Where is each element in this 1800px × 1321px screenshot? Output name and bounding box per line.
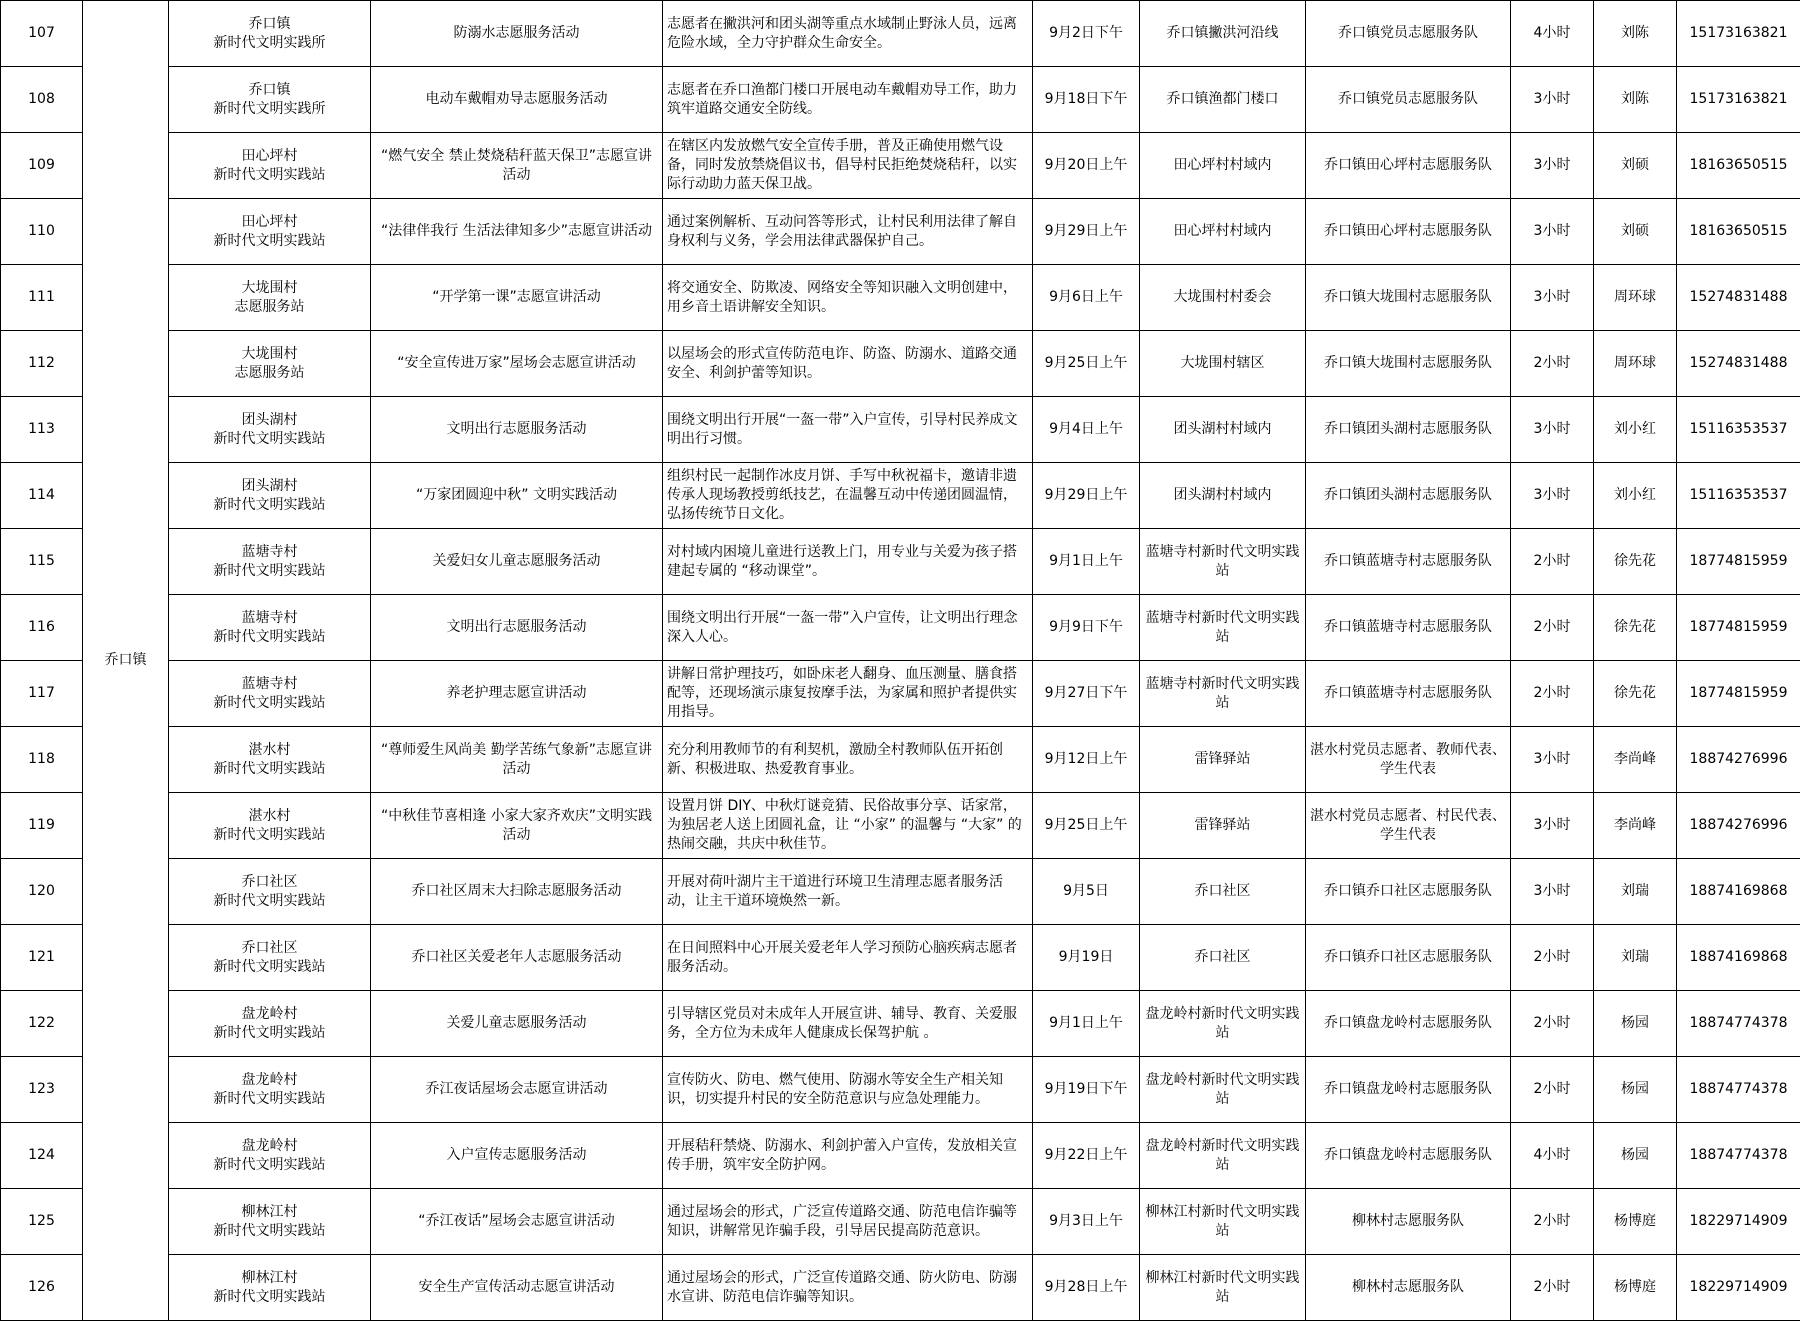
phone-cell: 18229714909 (1677, 1189, 1800, 1255)
row-number-cell: 123 (1, 1057, 83, 1123)
station-cell (169, 397, 371, 463)
station-name: 乔口社区 (241, 873, 298, 890)
activity-time-cell: 9月3日上午 (1033, 1189, 1140, 1255)
contact-person-cell: 周环球 (1594, 265, 1677, 331)
duration-cell: 3小时 (1511, 397, 1594, 463)
station-name: 大垅围村 (241, 279, 298, 296)
row-number-cell: 114 (1, 463, 83, 529)
activity-time-cell: 9月12日上午 (1033, 727, 1140, 793)
station-name: 团头湖村 (241, 477, 298, 494)
volunteer-team-cell: 乔口镇乔口社区志愿服务队 (1306, 925, 1511, 991)
activity-place-cell: 蓝塘寺村新时代文明实践站 (1140, 661, 1306, 727)
activity-time-cell: 9月6日上午 (1033, 265, 1140, 331)
station-type: 新时代文明实践站 (213, 1222, 326, 1239)
activity-time-cell: 9月25日上午 (1033, 331, 1140, 397)
station-name: 田心坪村 (241, 213, 298, 230)
activity-time-cell: 9月28日上午 (1033, 1255, 1140, 1321)
row-number-cell: 117 (1, 661, 83, 727)
activity-content-cell: 以屋场会的形式宣传防范电诈、防盗、防溺水、道路交通安全、利剑护蕾等知识。 (663, 331, 1033, 397)
activity-content-cell: 对村域内困境儿童进行送教上门，用专业与关爱为孩子搭建起专属的 “移动课堂”。 (663, 529, 1033, 595)
station-name: 乔口镇 (248, 15, 291, 32)
activity-time-cell: 9月29日上午 (1033, 463, 1140, 529)
activity-place-cell: 大垅围村村委会 (1140, 265, 1306, 331)
volunteer-team-cell: 乔口镇盘龙岭村志愿服务队 (1306, 1123, 1511, 1189)
station-name: 湛水村 (248, 741, 291, 758)
activity-time-cell: 9月19日下午 (1033, 1057, 1140, 1123)
contact-person-cell: 刘硕 (1594, 199, 1677, 265)
station-name: 盘龙岭村 (241, 1071, 298, 1088)
activity-place-cell: 大垅围村辖区 (1140, 331, 1306, 397)
volunteer-team-cell: 乔口镇乔口社区志愿服务队 (1306, 859, 1511, 925)
activity-place-cell: 团头湖村村域内 (1140, 463, 1306, 529)
station-type: 新时代文明实践站 (213, 1024, 326, 1041)
table-row (1, 265, 1800, 331)
activity-name-cell: 入户宣传志愿服务活动 (371, 1123, 663, 1189)
phone-cell: 15173163821 (1677, 67, 1800, 133)
activity-content-cell: 在辖区内发放燃气安全宣传手册，普及正确使用燃气设备，同时发放禁烧倡议书，倡导村民拒绝焚烧秸秆，以实际行动助力蓝天保卫战。 (663, 133, 1033, 199)
duration-cell: 3小时 (1511, 67, 1594, 133)
duration-cell: 3小时 (1511, 793, 1594, 859)
phone-cell: 18229714909 (1677, 1255, 1800, 1321)
activity-content-cell: 志愿者在撇洪河和团头湖等重点水域制止野泳人员，远离危险水域，全力守护群众生命安全。 (663, 1, 1033, 67)
row-number-cell: 107 (1, 1, 83, 67)
station-name: 大垅围村 (241, 345, 298, 362)
activity-name-cell: “万家团圆迎中秋” 文明实践活动 (371, 463, 663, 529)
row-number-cell: 120 (1, 859, 83, 925)
table-row (1, 67, 1800, 133)
row-number-cell: 119 (1, 793, 83, 859)
activity-place-cell: 雷锋驿站 (1140, 727, 1306, 793)
phone-cell: 18874169868 (1677, 925, 1800, 991)
table-row (1, 991, 1800, 1057)
phone-cell: 15274831488 (1677, 265, 1800, 331)
activity-name-cell: “中秋佳节喜相逢 小家大家齐欢庆”文明实践活动 (371, 793, 663, 859)
station-type: 新时代文明实践站 (213, 1288, 326, 1305)
contact-person-cell: 刘瑞 (1594, 859, 1677, 925)
activity-time-cell: 9月4日上午 (1033, 397, 1140, 463)
row-number-cell: 111 (1, 265, 83, 331)
station-name: 乔口社区 (241, 939, 298, 956)
table-row (1, 793, 1800, 859)
station-cell (169, 727, 371, 793)
activity-name-cell: 乔江夜话屋场会志愿宣讲活动 (371, 1057, 663, 1123)
row-number-cell: 118 (1, 727, 83, 793)
station-type: 新时代文明实践站 (213, 892, 326, 909)
contact-person-cell: 李尚峰 (1594, 727, 1677, 793)
station-cell (169, 265, 371, 331)
row-number-cell: 115 (1, 529, 83, 595)
activity-time-cell: 9月9日下午 (1033, 595, 1140, 661)
station-type: 新时代文明实践站 (213, 430, 326, 447)
station-name: 团头湖村 (241, 411, 298, 428)
activity-name-cell: 防溺水志愿服务活动 (371, 1, 663, 67)
station-cell (169, 859, 371, 925)
phone-cell: 18874276996 (1677, 727, 1800, 793)
volunteer-team-cell: 乔口镇党员志愿服务队 (1306, 1, 1511, 67)
activity-content-cell: 讲解日常护理技巧，如卧床老人翻身、血压测量、膳食搭配等，还现场演示康复按摩手法，为家属和照护者提供实用指导。 (663, 661, 1033, 727)
activity-name-cell: 关爱儿童志愿服务活动 (371, 991, 663, 1057)
activity-content-cell: 将交通安全、防欺凌、网络安全等知识融入文明创建中，用乡音土语讲解安全知识。 (663, 265, 1033, 331)
row-number-cell: 108 (1, 67, 83, 133)
activity-name-cell: 安全生产宣传活动志愿宣讲活动 (371, 1255, 663, 1321)
phone-cell: 15116353537 (1677, 463, 1800, 529)
station-type: 新时代文明实践站 (213, 562, 326, 579)
duration-cell: 2小时 (1511, 925, 1594, 991)
contact-person-cell: 杨园 (1594, 991, 1677, 1057)
phone-cell: 18774815959 (1677, 595, 1800, 661)
contact-person-cell: 李尚峰 (1594, 793, 1677, 859)
station-cell (169, 1189, 371, 1255)
volunteer-team-cell: 柳林村志愿服务队 (1306, 1189, 1511, 1255)
row-number-cell: 125 (1, 1189, 83, 1255)
station-cell (169, 463, 371, 529)
phone-cell: 15116353537 (1677, 397, 1800, 463)
phone-cell: 18874276996 (1677, 793, 1800, 859)
activity-name-cell: “安全宣传进万家”屋场会志愿宣讲活动 (371, 331, 663, 397)
activity-place-cell: 田心坪村村域内 (1140, 199, 1306, 265)
contact-person-cell: 周环球 (1594, 331, 1677, 397)
activity-content-cell: 围绕文明出行开展“一盔一带”入户宣传，让文明出行理念深入人心。 (663, 595, 1033, 661)
contact-person-cell: 杨博庭 (1594, 1255, 1677, 1321)
table-row (1, 859, 1800, 925)
activity-place-cell: 蓝塘寺村新时代文明实践站 (1140, 595, 1306, 661)
activity-place-cell: 乔口社区 (1140, 859, 1306, 925)
station-name: 乔口镇 (248, 81, 291, 98)
station-name: 盘龙岭村 (241, 1137, 298, 1154)
duration-cell: 3小时 (1511, 463, 1594, 529)
station-cell (169, 529, 371, 595)
contact-person-cell: 徐先花 (1594, 661, 1677, 727)
activity-name-cell: “燃气安全 禁止焚烧秸秆蓝天保卫”志愿宣讲活动 (371, 133, 663, 199)
activity-content-cell: 通过屋场会的形式，广泛宣传道路交通、防范电信诈骗等知识，讲解常见诈骗手段，引导居民提高防范意识。 (663, 1189, 1033, 1255)
activity-name-cell: “尊师爱生风尚美 勤学苦练气象新”志愿宣讲活动 (371, 727, 663, 793)
activity-name-cell: “开学第一课”志愿宣讲活动 (371, 265, 663, 331)
contact-person-cell: 徐先花 (1594, 595, 1677, 661)
station-name: 田心坪村 (241, 147, 298, 164)
contact-person-cell: 杨园 (1594, 1057, 1677, 1123)
table-row (1, 1189, 1800, 1255)
station-cell (169, 1123, 371, 1189)
station-type: 新时代文明实践所 (213, 100, 326, 117)
duration-cell: 2小时 (1511, 595, 1594, 661)
table-row (1, 925, 1800, 991)
activity-place-cell: 雷锋驿站 (1140, 793, 1306, 859)
activity-place-cell: 柳林江村新时代文明实践站 (1140, 1255, 1306, 1321)
activity-content-cell: 宣传防火、防电、燃气使用、防溺水等安全生产相关知识，切实提升村民的安全防范意识与应急处理能力。 (663, 1057, 1033, 1123)
phone-cell: 18163650515 (1677, 199, 1800, 265)
volunteer-team-cell: 乔口镇盘龙岭村志愿服务队 (1306, 1057, 1511, 1123)
activity-name-cell: 文明出行志愿服务活动 (371, 595, 663, 661)
volunteer-team-cell: 湛水村党员志愿者、教师代表、学生代表 (1306, 727, 1511, 793)
station-name: 柳林江村 (241, 1269, 298, 1286)
volunteer-team-cell: 乔口镇团头湖村志愿服务队 (1306, 463, 1511, 529)
activity-place-cell: 乔口镇撇洪河沿线 (1140, 1, 1306, 67)
station-cell (169, 925, 371, 991)
duration-cell: 3小时 (1511, 265, 1594, 331)
station-type: 新时代文明实践站 (213, 166, 326, 183)
volunteer-team-cell: 乔口镇蓝塘寺村志愿服务队 (1306, 595, 1511, 661)
activity-name-cell: 乔口社区周末大扫除志愿服务活动 (371, 859, 663, 925)
phone-cell: 18874169868 (1677, 859, 1800, 925)
activity-name-cell: “乔江夜话”屋场会志愿宣讲活动 (371, 1189, 663, 1255)
station-cell (169, 133, 371, 199)
activity-place-cell: 盘龙岭村新时代文明实践站 (1140, 1123, 1306, 1189)
volunteer-team-cell: 湛水村党员志愿者、村民代表、学生代表 (1306, 793, 1511, 859)
row-number-cell: 112 (1, 331, 83, 397)
station-name: 湛水村 (248, 807, 291, 824)
contact-person-cell: 杨博庭 (1594, 1189, 1677, 1255)
activity-content-cell: 通过案例解析、互动问答等形式，让村民利用法律了解自身权利与义务，学会用法律武器保护自己。 (663, 199, 1033, 265)
activity-name-cell: 养老护理志愿宣讲活动 (371, 661, 663, 727)
activity-content-cell: 引导辖区党员对未成年人开展宣讲、辅导、教育、关爱服务，全方位为未成年人健康成长保驾护航 。 (663, 991, 1033, 1057)
station-type: 新时代文明实践站 (213, 1156, 326, 1173)
activity-place-cell: 盘龙岭村新时代文明实践站 (1140, 991, 1306, 1057)
station-cell (169, 1255, 371, 1321)
phone-cell: 18874774378 (1677, 1057, 1800, 1123)
activity-time-cell: 9月2日下午 (1033, 1, 1140, 67)
volunteer-team-cell: 乔口镇大垅围村志愿服务队 (1306, 331, 1511, 397)
activity-name-cell: 文明出行志愿服务活动 (371, 397, 663, 463)
volunteer-team-cell: 乔口镇盘龙岭村志愿服务队 (1306, 991, 1511, 1057)
duration-cell: 2小时 (1511, 991, 1594, 1057)
activity-place-cell: 团头湖村村域内 (1140, 397, 1306, 463)
activity-content-cell: 设置月饼 DIY、中秋灯谜竞猜、民俗故事分享、话家常，为独居老人送上团圆礼盒，让 “小家” 的温馨与 “大家” 的热闹交融，共庆中秋佳节。 (663, 793, 1033, 859)
station-type: 志愿服务站 (234, 364, 305, 381)
activity-place-cell: 田心坪村村域内 (1140, 133, 1306, 199)
table-row (1, 595, 1800, 661)
table-row (1, 397, 1800, 463)
station-name: 蓝塘寺村 (241, 609, 298, 626)
contact-person-cell: 刘瑞 (1594, 925, 1677, 991)
station-cell (169, 199, 371, 265)
contact-person-cell: 刘硕 (1594, 133, 1677, 199)
activity-time-cell: 9月19日 (1033, 925, 1140, 991)
activity-time-cell: 9月5日 (1033, 859, 1140, 925)
station-type: 新时代文明实践站 (213, 1090, 326, 1107)
duration-cell: 2小时 (1511, 1255, 1594, 1321)
station-cell (169, 661, 371, 727)
station-type: 新时代文明实践站 (213, 958, 326, 975)
table-row (1, 1255, 1800, 1321)
activity-content-cell: 充分利用教师节的有利契机，激励全村教师队伍开拓创新、积极进取、热爱教育事业。 (663, 727, 1033, 793)
activity-content-cell: 在日间照料中心开展关爱老年人学习预防心脑疾病志愿者服务活动。 (663, 925, 1033, 991)
station-type: 新时代文明实践站 (213, 232, 326, 249)
activity-time-cell: 9月27日下午 (1033, 661, 1140, 727)
table-row (1, 661, 1800, 727)
table-row (1, 463, 1800, 529)
station-name: 蓝塘寺村 (241, 675, 298, 692)
station-cell (169, 1, 371, 67)
station-cell (169, 991, 371, 1057)
volunteer-team-cell: 乔口镇团头湖村志愿服务队 (1306, 397, 1511, 463)
table-row (1, 199, 1800, 265)
duration-cell: 3小时 (1511, 859, 1594, 925)
station-cell (169, 1057, 371, 1123)
station-cell (169, 793, 371, 859)
activity-content-cell: 开展秸秆禁烧、防溺水、利剑护蕾入户宣传，发放相关宣传手册，筑牢安全防护网。 (663, 1123, 1033, 1189)
table-row (1, 331, 1800, 397)
activity-time-cell: 9月22日上午 (1033, 1123, 1140, 1189)
activity-time-cell: 9月1日上午 (1033, 529, 1140, 595)
activity-content-cell: 志愿者在乔口渔都门楼口开展电动车戴帽劝导工作，助力筑牢道路交通安全防线。 (663, 67, 1033, 133)
duration-cell: 2小时 (1511, 1057, 1594, 1123)
activity-content-cell: 通过屋场会的形式，广泛宣传道路交通、防火防电、防溺水宣讲、防范电信诈骗等知识。 (663, 1255, 1033, 1321)
phone-cell: 18874774378 (1677, 1123, 1800, 1189)
station-type: 新时代文明实践站 (213, 496, 326, 513)
station-name: 蓝塘寺村 (241, 543, 298, 560)
volunteer-team-cell: 乔口镇田心坪村志愿服务队 (1306, 199, 1511, 265)
row-number-cell: 121 (1, 925, 83, 991)
row-number-cell: 122 (1, 991, 83, 1057)
row-number-cell: 124 (1, 1123, 83, 1189)
duration-cell: 3小时 (1511, 199, 1594, 265)
table-row (1, 1123, 1800, 1189)
activity-content-cell: 围绕文明出行开展“一盔一带”入户宣传，引导村民养成文明出行习惯。 (663, 397, 1033, 463)
activity-place-cell: 蓝塘寺村新时代文明实践站 (1140, 529, 1306, 595)
activity-content-cell: 组织村民一起制作冰皮月饼、手写中秋祝福卡，邀请非遗传承人现场教授剪纸技艺，在温馨互动中传递团圆温情，弘扬传统节日文化。 (663, 463, 1033, 529)
table-row (1, 727, 1800, 793)
duration-cell: 2小时 (1511, 331, 1594, 397)
volunteer-team-cell: 乔口镇田心坪村志愿服务队 (1306, 133, 1511, 199)
contact-person-cell: 刘陈 (1594, 1, 1677, 67)
activity-place-cell: 乔口镇渔都门楼口 (1140, 67, 1306, 133)
volunteer-team-cell: 乔口镇蓝塘寺村志愿服务队 (1306, 529, 1511, 595)
volunteer-team-cell: 乔口镇蓝塘寺村志愿服务队 (1306, 661, 1511, 727)
station-type: 志愿服务站 (234, 298, 305, 315)
duration-cell: 3小时 (1511, 133, 1594, 199)
activity-time-cell: 9月20日上午 (1033, 133, 1140, 199)
table-row (1, 529, 1800, 595)
row-number-cell: 113 (1, 397, 83, 463)
activity-place-cell: 乔口社区 (1140, 925, 1306, 991)
table-row (1, 1057, 1800, 1123)
duration-cell: 4小时 (1511, 1, 1594, 67)
activity-time-cell: 9月29日上午 (1033, 199, 1140, 265)
duration-cell: 4小时 (1511, 1123, 1594, 1189)
volunteer-team-cell: 乔口镇大垅围村志愿服务队 (1306, 265, 1511, 331)
contact-person-cell: 刘陈 (1594, 67, 1677, 133)
activity-time-cell: 9月1日上午 (1033, 991, 1140, 1057)
row-number-cell: 126 (1, 1255, 83, 1321)
phone-cell: 15274831488 (1677, 331, 1800, 397)
station-cell (169, 595, 371, 661)
activity-name-cell: 关爱妇女儿童志愿服务活动 (371, 529, 663, 595)
contact-person-cell: 杨园 (1594, 1123, 1677, 1189)
table-row (1, 133, 1800, 199)
activity-place-cell: 盘龙岭村新时代文明实践站 (1140, 1057, 1306, 1123)
contact-person-cell: 徐先花 (1594, 529, 1677, 595)
phone-cell: 18874774378 (1677, 991, 1800, 1057)
town-cell: 乔口镇 (83, 1, 169, 1321)
phone-cell: 15173163821 (1677, 1, 1800, 67)
activity-place-cell: 柳林江村新时代文明实践站 (1140, 1189, 1306, 1255)
phone-cell: 18163650515 (1677, 133, 1800, 199)
table-row (1, 1, 1800, 67)
activity-time-cell: 9月25日上午 (1033, 793, 1140, 859)
station-type: 新时代文明实践站 (213, 826, 326, 843)
volunteer-team-cell: 柳林村志愿服务队 (1306, 1255, 1511, 1321)
phone-cell: 18774815959 (1677, 529, 1800, 595)
duration-cell: 2小时 (1511, 661, 1594, 727)
station-cell (169, 331, 371, 397)
contact-person-cell: 刘小红 (1594, 463, 1677, 529)
table-body (1, 1, 1800, 1321)
station-name: 柳林江村 (241, 1203, 298, 1220)
row-number-cell: 116 (1, 595, 83, 661)
activity-time-cell: 9月18日下午 (1033, 67, 1140, 133)
station-type: 新时代文明实践所 (213, 34, 326, 51)
duration-cell: 2小时 (1511, 529, 1594, 595)
duration-cell: 3小时 (1511, 727, 1594, 793)
activity-name-cell: “法律伴我行 生活法律知多少”志愿宣讲活动 (371, 199, 663, 265)
station-cell (169, 67, 371, 133)
contact-person-cell: 刘小红 (1594, 397, 1677, 463)
station-type: 新时代文明实践站 (213, 694, 326, 711)
row-number-cell: 110 (1, 199, 83, 265)
station-type: 新时代文明实践站 (213, 760, 326, 777)
duration-cell: 2小时 (1511, 1189, 1594, 1255)
station-type: 新时代文明实践站 (213, 628, 326, 645)
activity-name-cell: 电动车戴帽劝导志愿服务活动 (371, 67, 663, 133)
station-name: 盘龙岭村 (241, 1005, 298, 1022)
row-number-cell: 109 (1, 133, 83, 199)
activity-name-cell: 乔口社区关爱老年人志愿服务活动 (371, 925, 663, 991)
activity-content-cell: 开展对荷叶湖片主干道进行环境卫生清理志愿者服务活动，让主干道环境焕然一新。 (663, 859, 1033, 925)
volunteer-team-cell: 乔口镇党员志愿服务队 (1306, 67, 1511, 133)
phone-cell: 18774815959 (1677, 661, 1800, 727)
